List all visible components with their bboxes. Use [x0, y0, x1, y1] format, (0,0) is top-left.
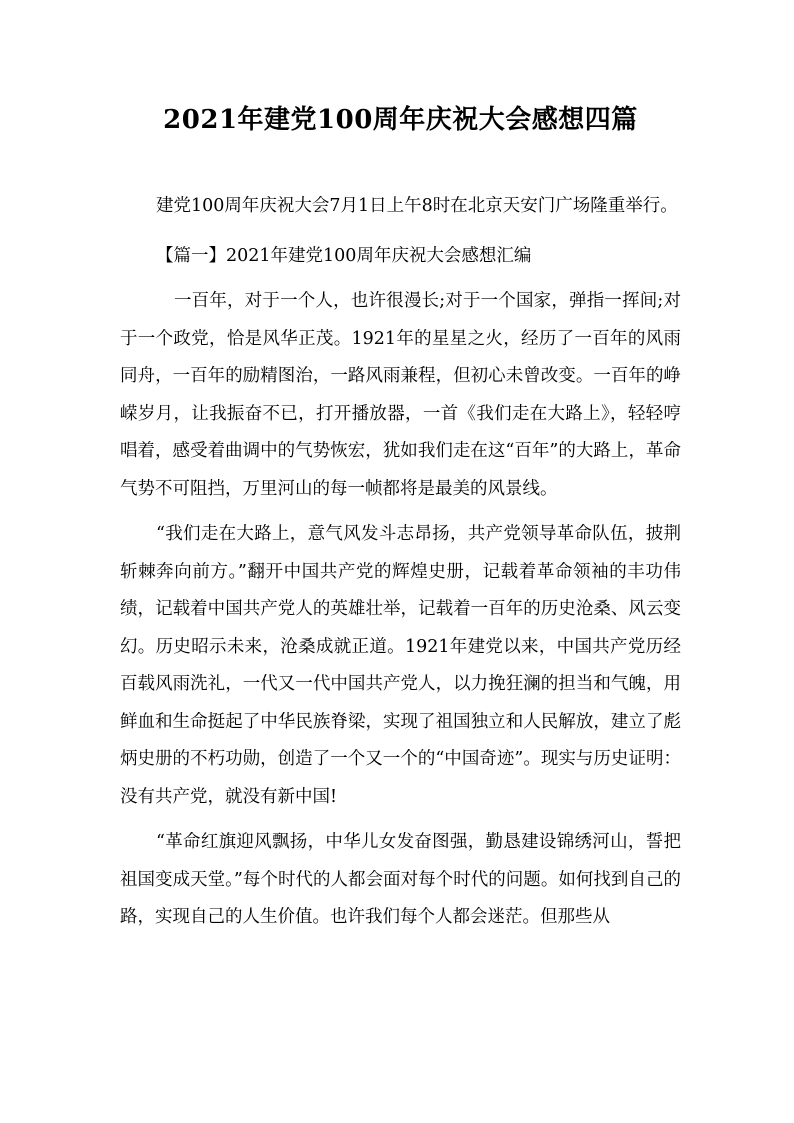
body-paragraph-2: “我们走在大路上，意气风发斗志昂扬，共产党领导革命队伍，披荆斩棘奔向前方。”翻开中国共产党的辉煌史册，记载着革命领袖的丰功伟绩，记载着中国共产党人的英雄壮举，记载着一百年的历史沧桑、风云变幻。历史昭示未来，沧桑成就正道。1921年建党以来，中国共产党历经百载风雨洗礼，一代又一代中国共产党人，以力挽狂澜的担当和气魄，用鲜血和生命挺起了中华民族脊梁，实现了祖国独立和人民解放，建立了彪炳史册的不朽功勋，创造了一个又一个的“中国奇迹”。现实与历史证明：没有共产党，就没有新中国!	[120, 524, 681, 807]
section-heading: 【篇一】2021年建党100周年庆祝大会感想汇编	[156, 246, 532, 266]
document-title: 2021年建党100周年庆祝大会感想四篇	[163, 105, 638, 135]
body-paragraph-1: 一百年，对于一个人，也许很漫长;对于一个国家，弹指一挥间;对于一个政党，恰是风华正茂。1921年的星星之火，经历了一百年的风雨同舟，一百年的励精图治，一路风雨兼程，但初心未曾改变。一百年的峥嵘岁月，让我振奋不已，打开播放器，一首《我们走在大路上》，轻轻哼唱着，感受着曲调中的气势恢宏，犹如我们走在这“百年”的大路上，革命气势不可阻挡，万里河山的每一帧都将是最美的风景线。	[120, 291, 681, 499]
body-paragraph-3: “革命红旗迎风飘扬，中华儿女发奋图强，勤恳建设锦绣河山，誓把祖国变成天堂。”每个时代的人都会面对每个时代的问题。如何找到自己的路，实现自己的人生价值。也许我们每个人都会迷茫。但那些从	[120, 832, 681, 927]
intro-paragraph: 建党100周年庆祝大会7月1日上午8时在北京天安门广场隆重举行。	[156, 196, 678, 216]
